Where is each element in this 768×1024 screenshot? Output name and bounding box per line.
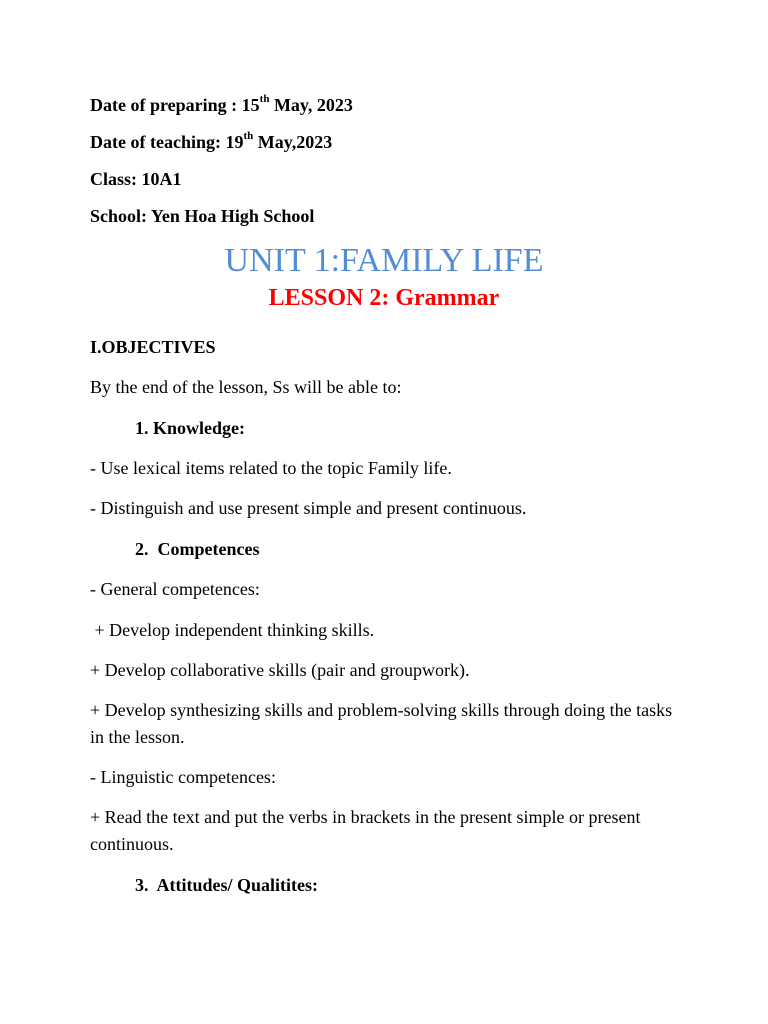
- general-competence-item-1: + Develop independent thinking skills.: [90, 620, 375, 640]
- date-of-teaching-label: Date of teaching: 19: [90, 132, 244, 152]
- school-line: School: Yen Hoa High School: [90, 206, 315, 226]
- date-of-teaching: [90, 131, 332, 153]
- date-of-preparing-label: Date of preparing : 15: [90, 95, 260, 115]
- unit-title: UNIT 1:FAMILY LIFE: [224, 242, 544, 279]
- date-of-preparing-value: May, 2023: [269, 95, 353, 115]
- class-line: Class: 10A1: [90, 169, 182, 189]
- date-of-teaching-value: May,2023: [253, 132, 333, 152]
- lesson-title: LESSON 2: Grammar: [268, 285, 500, 311]
- competences-heading: 2. Competences: [135, 539, 260, 559]
- date-of-preparing-suffix: th: [259, 93, 270, 105]
- date-of-teaching-suffix: th: [243, 130, 254, 142]
- linguistic-competence-item-1: + Read the text and put the verbs in brackets in the present simple or present continuous.: [90, 807, 641, 854]
- objectives-heading: I.OBJECTIVES: [90, 337, 216, 357]
- general-competence-item-2: + Develop collaborative skills (pair and groupwork).: [90, 660, 470, 680]
- knowledge-item-2: - Distinguish and use present simple and present continuous.: [90, 498, 527, 518]
- linguistic-competences-heading: - Linguistic competences:: [90, 767, 276, 787]
- objectives-intro: By the end of the lesson, Ss will be able to:: [90, 377, 402, 397]
- attitudes-heading: 3. Attitudes/ Qualitites:: [135, 875, 318, 895]
- general-competences-heading: - General competences:: [90, 579, 260, 599]
- knowledge-item-1: - Use lexical items related to the topic Family life.: [90, 458, 452, 478]
- date-of-preparing: [90, 94, 353, 116]
- knowledge-heading: 1. Knowledge:: [135, 418, 245, 438]
- general-competence-item-3: + Develop synthesizing skills and problem-solving skills through doing the tasks in the lesson.: [90, 700, 673, 747]
